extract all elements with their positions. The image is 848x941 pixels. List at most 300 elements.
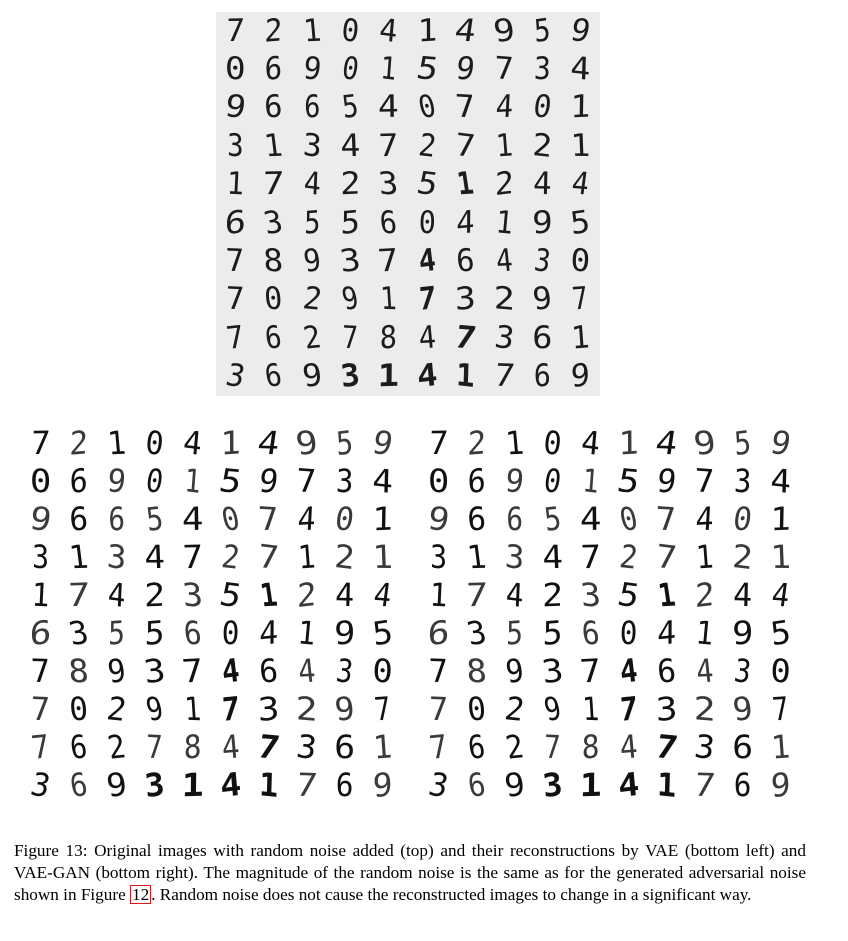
noisy-digit-r3-c7: 1: [494, 127, 514, 165]
vae-digit-r8-c8: 6: [334, 727, 356, 767]
vae-digit-r4-c6: 1: [257, 575, 281, 615]
noisy-digit-r3-c5: 2: [416, 127, 439, 165]
noisy-digit-r6-c1: 8: [262, 242, 285, 280]
noisy-digit-r0-c9: 9: [567, 11, 595, 50]
noisy-digit-r2-c3: 5: [340, 88, 361, 127]
caption-text-end: . Random noise does not cause the reconstructed images to change in a significant way.: [151, 885, 752, 904]
noisy-digit-r4-c4: 3: [377, 166, 401, 203]
noisy-digit-r6-c6: 6: [455, 242, 477, 280]
vae-digit-r8-c5: 4: [220, 727, 242, 767]
vae-gan-digit-r9-c6: 1: [656, 764, 678, 806]
vae-gan-digit-r9-c9: 9: [770, 764, 792, 806]
noisy-digit-r4-c7: 2: [494, 165, 514, 204]
noisy-digit-r0-c8: 5: [532, 11, 552, 50]
noisy-digit-r2-c5: 0: [414, 88, 440, 127]
vae-gan-digit-r5-c9: 5: [768, 612, 794, 654]
vae-gan-digit-r6-c6: 6: [656, 651, 678, 691]
vae-gan-digit-r0-c8: 5: [733, 422, 753, 464]
noisy-digit-r9-c8: 6: [533, 357, 552, 395]
vae-gan-digit-r5-c2: 5: [506, 613, 524, 653]
vae-digit-r1-c9: 4: [372, 460, 394, 502]
noisy-digit-r8-c8: 6: [532, 319, 553, 356]
noisy-digit-r6-c3: 3: [337, 242, 363, 280]
noisy-digit-r4-c5: 5: [413, 165, 441, 204]
noisy-digit-r1-c6: 9: [454, 51, 478, 88]
vae-gan-digit-r3-c6: 7: [655, 536, 679, 578]
vae-gan-reconstruction-grid: [420, 424, 800, 804]
vae-digit-r2-c5: 0: [218, 499, 244, 539]
figure-reference-link[interactable]: 12: [132, 885, 150, 904]
vae-digit-r8-c0: 7: [29, 727, 53, 767]
vae-digit-r2-c8: 0: [333, 499, 357, 539]
vae-digit-r2-c0: 9: [27, 498, 55, 540]
vae-gan-digit-r9-c7: 7: [692, 765, 718, 805]
vae-digit-r8-c3: 7: [146, 727, 164, 767]
vae-gan-digit-r0-c7: 9: [691, 423, 719, 463]
vae-digit-r7-c8: 9: [333, 689, 357, 729]
vae-digit-r7-c3: 9: [143, 689, 167, 729]
vae-gan-digit-r5-c7: 1: [694, 613, 716, 653]
vae-digit-r9-c1: 6: [67, 765, 91, 805]
vae-digit-r3-c5: 2: [219, 537, 243, 577]
vae-gan-digit-r9-c0: 3: [425, 765, 453, 805]
vae-digit-r1-c7: 7: [296, 461, 318, 501]
noisy-digit-r1-c1: 6: [264, 49, 283, 89]
noisy-digit-r7-c9: 7: [570, 281, 591, 318]
vae-gan-digit-r8-c0: 7: [427, 727, 451, 767]
vae-gan-digit-r4-c4: 3: [579, 575, 603, 615]
vae-digit-r4-c5: 5: [216, 575, 246, 615]
vae-digit-r4-c8: 4: [335, 575, 355, 615]
vae-digit-r0-c4: 4: [182, 422, 204, 464]
vae-digit-r4-c3: 2: [144, 575, 166, 615]
vae-digit-r5-c1: 3: [65, 613, 93, 653]
vae-gan-digit-r8-c1: 6: [466, 727, 488, 767]
vae-gan-digit-r4-c3: 2: [542, 575, 564, 615]
vae-gan-digit-r0-c0: 7: [428, 423, 450, 463]
noisy-digit-r7-c1: 0: [262, 281, 285, 318]
noisy-digit-r6-c4: 7: [376, 242, 401, 280]
noisy-digit-r2-c2: 6: [303, 89, 321, 126]
noisy-digit-r5-c5: 0: [418, 204, 437, 241]
vae-gan-digit-r0-c2: 1: [504, 423, 526, 463]
noisy-digit-r8-c5: 4: [416, 319, 438, 357]
vae-gan-digit-r6-c4: 7: [578, 651, 604, 691]
vae-digit-r8-c2: 2: [105, 727, 129, 767]
noisy-digit-r7-c2: 2: [300, 280, 325, 319]
vae-digit-r6-c2: 9: [105, 651, 129, 691]
noisy-digit-r8-c2: 2: [300, 319, 324, 357]
vae-digit-r0-c2: 1: [106, 423, 128, 463]
vae-digit-r6-c8: 3: [334, 651, 356, 691]
vae-gan-digit-r4-c7: 2: [695, 574, 715, 616]
vae-digit-r9-c2: 9: [104, 765, 130, 805]
vae-gan-digit-r2-c4: 4: [579, 499, 603, 539]
vae-gan-digit-r9-c1: 6: [465, 765, 489, 805]
vae-gan-digit-r0-c9: 9: [767, 423, 795, 463]
vae-gan-digit-r1-c2: 9: [503, 461, 527, 501]
noisy-digit-r7-c6: 3: [454, 280, 477, 319]
vae-gan-digit-r6-c5: 4: [618, 651, 640, 691]
vae-gan-digit-r5-c6: 4: [657, 612, 677, 654]
vae-digit-r4-c1: 7: [67, 575, 91, 615]
noisy-digit-r5-c1: 3: [260, 203, 287, 242]
vae-digit-r5-c7: 1: [296, 613, 318, 653]
vae-digit-r7-c7: 2: [295, 688, 319, 730]
vae-digit-r8-c1: 6: [68, 727, 90, 767]
vae-digit-r0-c1: 2: [69, 423, 89, 463]
vae-digit-r0-c0: 7: [30, 423, 52, 463]
vae-gan-digit-r6-c9: 0: [769, 651, 793, 691]
vae-gan-digit-r3-c9: 1: [770, 537, 792, 577]
noisy-digit-r9-c7: 7: [491, 358, 517, 395]
vae-gan-digit-r3-c5: 2: [617, 537, 641, 577]
vae-gan-digit-r4-c8: 4: [733, 575, 753, 615]
vae-gan-digit-r0-c6: 4: [653, 423, 681, 463]
vae-digit-r9-c4: 1: [181, 765, 205, 805]
vae-digit-r4-c0: 1: [31, 575, 51, 615]
vae-gan-digit-r8-c4: 8: [581, 727, 601, 767]
vae-digit-r2-c6: 7: [257, 499, 281, 539]
vae-digit-r3-c0: 3: [32, 537, 50, 577]
vae-gan-digit-r8-c6: 7: [652, 727, 682, 767]
vae-digit-r0-c8: 5: [335, 422, 355, 464]
noisy-digit-r5-c8: 9: [532, 204, 553, 242]
vae-gan-digit-r4-c1: 7: [465, 575, 489, 615]
noisy-digit-r2-c6: 7: [454, 88, 477, 127]
vae-digit-r5-c8: 9: [334, 613, 356, 653]
noisy-digit-r3-c8: 2: [531, 126, 554, 165]
vae-digit-r2-c1: 6: [68, 499, 90, 539]
vae-digit-r6-c7: 4: [296, 651, 318, 691]
vae-digit-r9-c5: 4: [218, 764, 244, 806]
noisy-digit-r8-c0: 7: [223, 319, 247, 357]
vae-digit-r0-c6: 4: [255, 423, 283, 463]
vae-gan-digit-r1-c3: 0: [541, 461, 565, 501]
vae-gan-digit-r9-c8: 6: [734, 765, 752, 805]
vae-digit-r8-c4: 8: [183, 727, 203, 767]
vae-digit-r0-c3: 0: [144, 422, 166, 464]
noisy-digit-r9-c0: 3: [222, 357, 249, 396]
vae-digit-r1-c0: 0: [30, 461, 52, 501]
vae-gan-digit-r5-c1: 3: [463, 613, 491, 653]
vae-gan-digit-r3-c4: 7: [580, 537, 602, 577]
noisy-digit-r0-c3: 0: [339, 11, 361, 50]
vae-gan-digit-r7-c6: 3: [655, 688, 679, 730]
noisy-digit-r3-c4: 7: [378, 127, 400, 165]
vae-digit-r1-c8: 3: [335, 462, 355, 500]
noisy-digit-r5-c9: 5: [568, 203, 593, 242]
vae-digit-r1-c6: 9: [257, 462, 281, 500]
vae-gan-digit-r7-c9: 7: [770, 689, 792, 729]
vae-gan-digit-r4-c2: 4: [505, 574, 525, 616]
vae-gan-digit-r3-c7: 1: [694, 537, 716, 577]
vae-gan-digit-r4-c9: 4: [769, 575, 793, 615]
noisy-digit-r8-c6: 7: [451, 319, 480, 357]
vae-gan-digit-r6-c3: 3: [539, 651, 567, 691]
vae-gan-digit-r6-c7: 4: [694, 651, 716, 691]
vae-gan-digit-r6-c1: 8: [465, 651, 489, 691]
noisy-digit-r3-c2: 3: [301, 126, 323, 165]
vae-reconstruction-grid: [22, 424, 402, 804]
noisy-digit-r7-c8: 9: [530, 281, 554, 318]
noisy-digit-r6-c9: 0: [570, 242, 592, 281]
vae-gan-digit-r1-c9: 4: [770, 460, 792, 502]
vae-digit-r9-c3: 3: [143, 764, 167, 806]
vae-gan-digit-r7-c0: 7: [429, 689, 449, 729]
vae-digit-r1-c3: 0: [143, 461, 167, 501]
noisy-digit-r9-c4: 1: [377, 357, 400, 395]
vae-gan-digit-r6-c0: 7: [428, 651, 450, 691]
vae-gan-digit-r0-c1: 2: [467, 423, 487, 463]
vae-gan-digit-r7-c5: 7: [619, 688, 639, 730]
noisy-digit-r2-c4: 4: [378, 89, 400, 126]
vae-gan-digit-r2-c7: 4: [694, 499, 716, 539]
vae-gan-digit-r7-c2: 2: [502, 689, 528, 729]
noisy-digit-r5-c3: 5: [340, 203, 361, 242]
noisy-digit-r4-c6: 1: [454, 165, 477, 203]
noisy-digit-r7-c7: 2: [493, 280, 515, 319]
vae-digit-r5-c9: 5: [370, 612, 396, 654]
vae-digit-r8-c7: 3: [294, 727, 320, 767]
noisy-digit-r5-c2: 5: [303, 204, 321, 242]
vae-digit-r5-c5: 0: [221, 613, 241, 653]
noisy-digit-r9-c6: 1: [455, 357, 476, 396]
vae-digit-r1-c4: 1: [183, 461, 203, 501]
vae-gan-digit-r5-c3: 5: [542, 613, 564, 653]
vae-digit-r8-c6: 7: [254, 727, 284, 767]
noisy-digit-r4-c3: 2: [340, 165, 361, 203]
noisy-digit-r9-c9: 9: [570, 356, 591, 396]
vae-gan-digit-r6-c2: 9: [503, 651, 527, 691]
noisy-digit-r3-c9: 1: [570, 127, 592, 164]
noisy-digit-r9-c5: 4: [415, 357, 439, 396]
noisy-digit-r2-c0: 9: [222, 88, 249, 127]
noisy-digit-r3-c1: 1: [262, 127, 285, 165]
noisy-digit-r8-c4: 8: [380, 318, 398, 357]
noisy-digit-r0-c7: 9: [490, 11, 518, 50]
vae-digit-r3-c8: 2: [333, 536, 357, 578]
vae-gan-digit-r5-c8: 9: [732, 613, 754, 653]
vae-gan-digit-r7-c3: 9: [541, 689, 565, 729]
vae-digit-r5-c6: 4: [259, 612, 279, 654]
vae-gan-digit-r8-c8: 6: [732, 727, 754, 767]
vae-digit-r7-c2: 2: [104, 689, 130, 729]
vae-gan-digit-r2-c9: 1: [770, 499, 792, 539]
vae-gan-digit-r2-c0: 9: [425, 498, 453, 540]
noisy-digit-r5-c6: 4: [456, 203, 475, 242]
vae-digit-r9-c6: 1: [258, 764, 280, 806]
noisy-digit-r4-c2: 4: [302, 165, 322, 204]
noisy-digit-r8-c7: 3: [491, 319, 517, 357]
vae-gan-digit-r5-c4: 6: [580, 613, 602, 653]
noisy-digit-r2-c1: 6: [263, 88, 284, 126]
vae-gan-digit-r8-c9: 1: [770, 727, 792, 767]
vae-digit-r0-c7: 9: [293, 423, 321, 463]
noisy-digit-r0-c0: 7: [225, 12, 246, 49]
caption-text: Original images with random noise added (top) and their reconstructions by VAE (bottom left) and VAE-GAN (bottom right). The magnitude of the random noise is the same as for the generated adversarial noise shown in Figure: [14, 841, 806, 904]
noisy-digit-r4-c1: 7: [262, 166, 286, 203]
vae-gan-digit-r6-c8: 3: [732, 651, 754, 691]
vae-gan-digit-r8-c3: 7: [544, 727, 562, 767]
vae-gan-digit-r8-c5: 4: [618, 727, 640, 767]
vae-digit-r0-c9: 9: [369, 423, 397, 463]
vae-gan-digit-r3-c3: 4: [541, 537, 565, 577]
vae-digit-r6-c1: 8: [67, 651, 91, 691]
vae-gan-digit-r7-c4: 1: [581, 689, 601, 729]
noisy-digit-r7-c3: 9: [338, 280, 362, 319]
vae-digit-r9-c0: 3: [27, 765, 55, 805]
vae-gan-digit-r8-c7: 3: [692, 727, 718, 767]
vae-digit-r9-c7: 7: [294, 765, 320, 805]
noisy-digit-r1-c5: 5: [413, 50, 442, 88]
vae-digit-r3-c3: 4: [143, 537, 167, 577]
vae-gan-digit-r1-c1: 6: [467, 460, 487, 502]
noisy-digit-r0-c4: 4: [378, 11, 400, 50]
vae-digit-r5-c0: 6: [29, 612, 53, 654]
noisy-digit-r4-c8: 4: [532, 166, 553, 203]
noisy-digit-r7-c5: 7: [418, 280, 437, 319]
vae-digit-r9-c8: 6: [336, 765, 354, 805]
vae-digit-r7-c9: 7: [372, 689, 394, 729]
vae-digit-r3-c4: 7: [182, 537, 204, 577]
noisy-digit-r1-c2: 9: [301, 50, 324, 88]
noisy-digit-r4-c9: 4: [570, 165, 592, 203]
vae-gan-digit-r9-c2: 9: [502, 765, 528, 805]
vae-gan-digit-r5-c5: 0: [619, 613, 639, 653]
vae-digit-r3-c1: 1: [67, 537, 91, 577]
vae-digit-r3-c7: 1: [296, 537, 318, 577]
vae-digit-r6-c6: 6: [258, 651, 280, 691]
noisy-digit-r7-c0: 7: [225, 281, 245, 318]
vae-digit-r1-c1: 6: [69, 460, 89, 502]
noisy-digit-r8-c1: 6: [263, 319, 284, 357]
vae-gan-digit-r4-c0: 1: [429, 575, 449, 615]
vae-gan-digit-r7-c8: 9: [731, 689, 755, 729]
vae-digit-r4-c7: 2: [297, 574, 317, 616]
vae-digit-r1-c2: 9: [105, 461, 129, 501]
noisy-digit-r4-c0: 1: [225, 165, 245, 203]
vae-gan-digit-r0-c4: 4: [580, 422, 602, 464]
vae-digit-r5-c2: 5: [108, 613, 126, 653]
vae-digit-r2-c2: 6: [108, 499, 126, 539]
vae-gan-digit-r1-c0: 0: [428, 461, 450, 501]
vae-digit-r7-c6: 3: [257, 688, 281, 730]
vae-gan-digit-r1-c7: 7: [694, 461, 716, 501]
noisy-digit-r9-c1: 6: [262, 357, 285, 395]
noisy-digit-r9-c2: 9: [299, 357, 325, 396]
noisy-digit-r6-c0: 7: [224, 242, 246, 280]
vae-digit-r3-c6: 7: [257, 536, 281, 578]
vae-gan-digit-r3-c8: 2: [731, 536, 755, 578]
vae-digit-r9-c9: 9: [372, 764, 394, 806]
vae-gan-digit-r0-c5: 1: [618, 423, 640, 463]
vae-digit-r7-c4: 1: [183, 689, 203, 729]
vae-gan-digit-r1-c8: 3: [733, 462, 753, 500]
vae-digit-r5-c4: 6: [182, 613, 204, 653]
vae-gan-digit-r5-c0: 6: [427, 612, 451, 654]
noisy-digit-r3-c6: 7: [454, 126, 478, 166]
vae-gan-digit-r9-c5: 4: [616, 764, 642, 806]
vae-digit-r3-c2: 3: [106, 536, 128, 578]
vae-gan-digit-r3-c1: 1: [465, 537, 489, 577]
vae-gan-digit-r4-c6: 1: [655, 575, 679, 615]
vae-digit-r4-c4: 3: [181, 575, 205, 615]
noisy-digit-r3-c3: 4: [339, 127, 362, 164]
vae-digit-r4-c2: 4: [107, 574, 127, 616]
vae-gan-digit-r1-c6: 9: [655, 462, 679, 500]
vae-gan-digit-r2-c2: 6: [506, 499, 524, 539]
noisy-digit-r8-c3: 7: [342, 319, 359, 357]
noisy-digit-r1-c9: 4: [570, 49, 592, 89]
noisy-digit-r1-c8: 3: [533, 51, 552, 88]
noisy-digit-r0-c1: 2: [264, 11, 284, 50]
vae-gan-digit-r1-c4: 1: [581, 461, 601, 501]
noisy-digit-r5-c7: 1: [493, 203, 515, 242]
vae-digit-r2-c9: 1: [372, 499, 394, 539]
noisy-digit-r2-c7: 4: [494, 88, 514, 126]
vae-digit-r6-c3: 3: [141, 651, 169, 691]
vae-gan-digit-r9-c4: 1: [579, 765, 603, 805]
vae-gan-digit-r9-c3: 3: [541, 764, 565, 806]
vae-gan-digit-r8-c2: 2: [503, 727, 527, 767]
noisy-digit-r6-c2: 9: [300, 242, 323, 280]
vae-digit-r2-c4: 4: [181, 499, 205, 539]
vae-digit-r6-c0: 7: [30, 651, 52, 691]
vae-gan-digit-r2-c5: 0: [616, 499, 642, 539]
vae-gan-digit-r7-c7: 2: [693, 688, 717, 730]
noisy-digit-r5-c0: 6: [223, 203, 247, 242]
vae-gan-digit-r3-c0: 3: [430, 537, 448, 577]
noisy-digit-r7-c4: 1: [379, 281, 399, 318]
caption-label: Figure 13:: [14, 841, 88, 860]
vae-digit-r6-c5: 4: [220, 651, 242, 691]
noisy-digit-r5-c4: 6: [378, 204, 399, 241]
vae-digit-r8-c9: 1: [372, 727, 394, 767]
noisy-digit-r9-c3: 3: [338, 357, 362, 396]
vae-gan-digit-r2-c3: 5: [542, 499, 564, 539]
vae-digit-r0-c5: 1: [220, 423, 242, 463]
vae-gan-digit-r0-c3: 0: [542, 422, 564, 464]
vae-digit-r2-c3: 5: [144, 499, 166, 539]
vae-digit-r2-c7: 4: [296, 499, 318, 539]
vae-gan-digit-r1-c5: 5: [614, 461, 644, 501]
vae-digit-r7-c1: 0: [67, 689, 90, 729]
vae-gan-digit-r4-c5: 5: [614, 575, 644, 615]
noisy-digit-r1-c0: 0: [224, 50, 246, 88]
vae-gan-digit-r7-c1: 0: [465, 689, 488, 729]
vae-digit-r6-c4: 7: [180, 651, 206, 691]
vae-gan-digit-r2-c1: 6: [466, 499, 488, 539]
figure-caption: [14, 840, 806, 906]
vae-digit-r3-c9: 1: [372, 537, 394, 577]
noisy-digit-r0-c2: 1: [301, 12, 323, 49]
noisy-digit-r1-c4: 1: [379, 50, 399, 89]
vae-gan-digit-r2-c8: 0: [731, 499, 755, 539]
noisy-digit-r1-c7: 7: [494, 50, 514, 88]
noisy-digit-r6-c8: 3: [532, 242, 553, 280]
vae-digit-r6-c9: 0: [371, 651, 395, 691]
noisy-digit-r6-c7: 4: [493, 242, 515, 280]
noisy-digit-r2-c8: 0: [531, 89, 554, 126]
noisy-digit-r2-c9: 1: [570, 88, 592, 126]
noisy-digit-r0-c6: 4: [452, 12, 479, 49]
vae-gan-digit-r3-c2: 3: [504, 536, 526, 578]
noisy-original-grid: [216, 12, 600, 396]
vae-digit-r7-c5: 7: [221, 688, 241, 730]
noisy-digit-r6-c5: 4: [416, 242, 438, 281]
vae-digit-r7-c0: 7: [31, 689, 51, 729]
